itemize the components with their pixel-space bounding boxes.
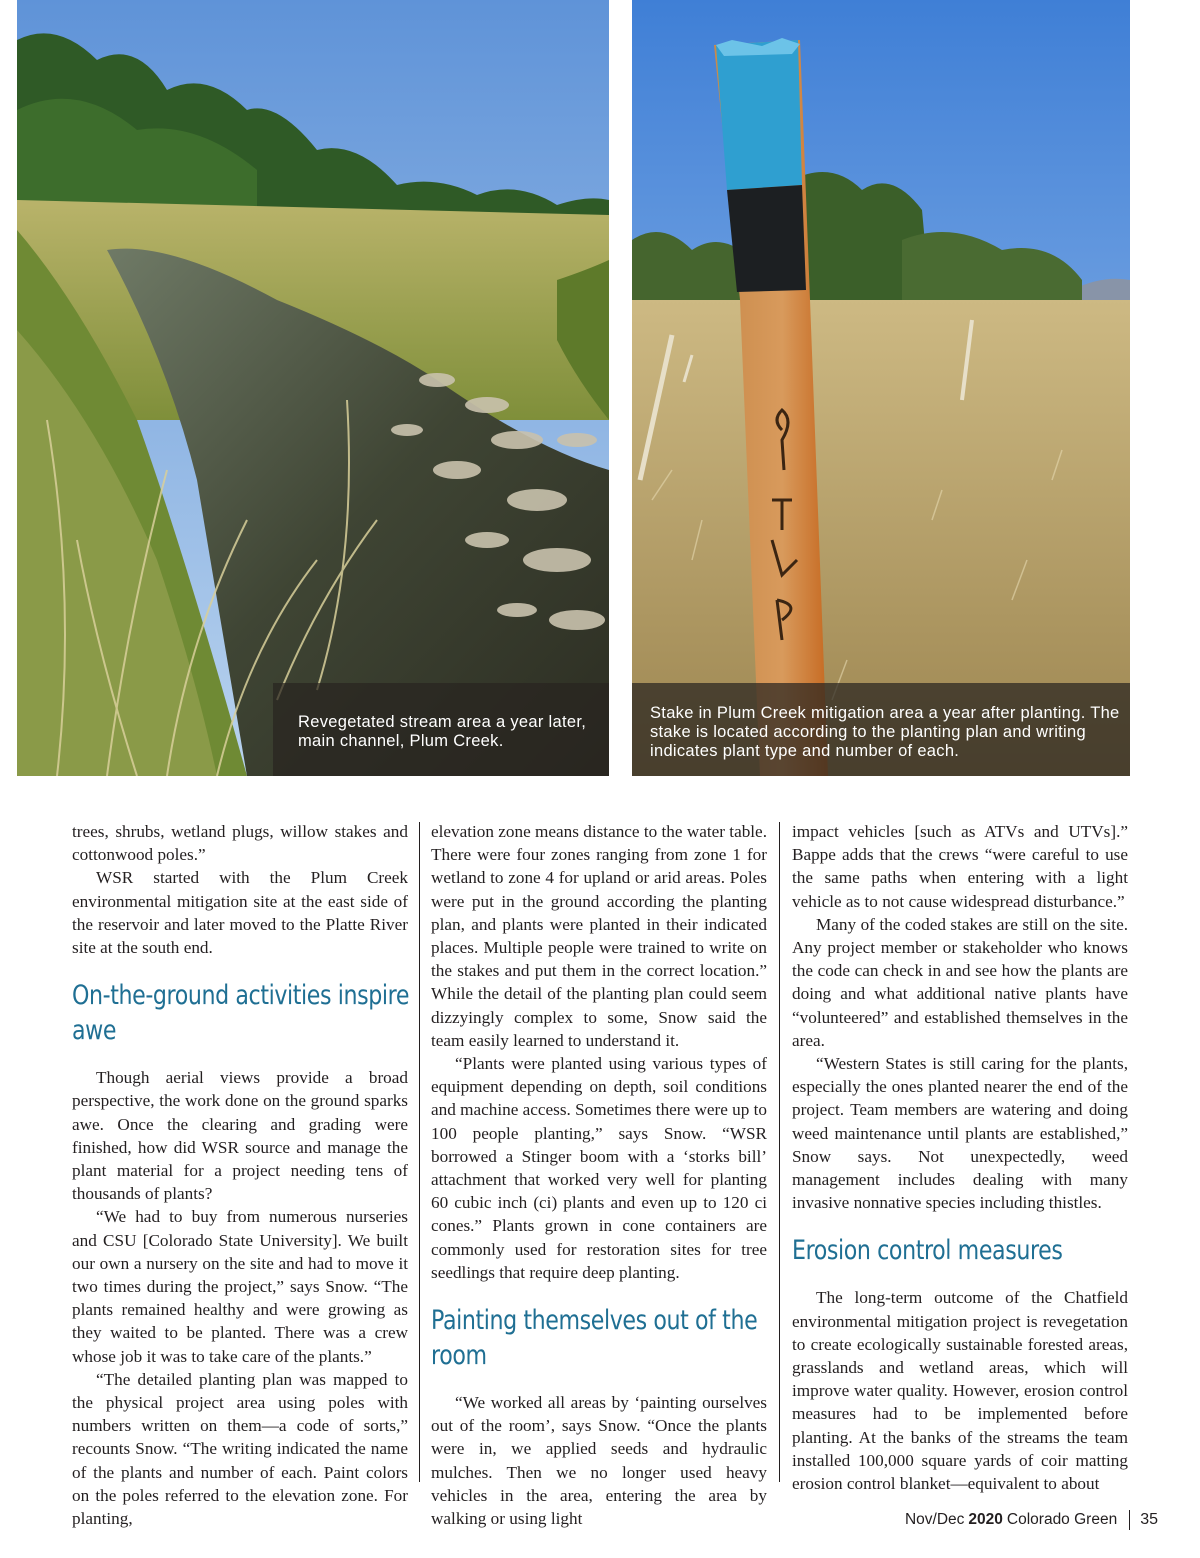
footer-magazine: Colorado Green <box>1006 1511 1118 1528</box>
page-number: 35 <box>1140 1511 1158 1528</box>
stake-photo-caption: Stake in Plum Creek mitigation area a year after planting. The stake is located according to the planting plan and writing indicates plant type and number of each. <box>650 704 1120 760</box>
paragraph: WSR started with the Plum Creek environmental mitigation site at the east side of the reservoir and later moved to the Platte River site at the south end. <box>72 868 408 958</box>
stream-photo-graphic <box>17 0 609 776</box>
stream-photo <box>17 0 609 776</box>
paragraph: “Western States is still caring for the plants, especially the ones planted nearer the end of the project. Team members are watering and doing weed maintenance until plants are established,” Snow says. Not unexpectedly, weed management includes dealing with many invasive nonnative species including thistles. <box>792 1054 1128 1213</box>
section-heading: Erosion control measures <box>792 1235 1063 1267</box>
column-divider <box>419 822 420 1482</box>
footer-issue: Nov/Dec <box>904 1511 965 1528</box>
paragraph: Though aerial views provide a broad perspective, the work done on the ground sparks awe. Once the clearing and grading were finished, how did WSR source and manage the plant material for a project needing tens of thousands of plants? <box>72 1068 408 1204</box>
stake-photo-caption-box <box>632 683 1130 776</box>
paragraph: “Plants were planted using various types of equipment depending on depth, soil conditions and machine access. Sometimes there were up to 100 people planting,” says Snow. “WSR borrowed a Stinger boom with a ‘storks bill’ attachment that worked very well for planting 60 cubic inch (ci) plants and even up to 120 ci cones.” Plants grown in cone containers are commonly used for restoration sites for tree seedlings that require deep planting. <box>431 1054 767 1282</box>
paragraph: “The detailed planting plan was mapped to the physical project area using poles with numbers written on them—a code of sorts,” recounts Snow. “The writing indicated the name of the plants and number of each. Paint colors on the poles referred to the elevation zone. For planting, <box>72 1369 408 1529</box>
photo-edge-spacer <box>1130 0 1200 776</box>
stream-photo-caption-box <box>273 683 609 776</box>
stake-photo-graphic <box>632 0 1130 776</box>
page-footer <box>905 1510 1158 1530</box>
paragraph: The long-term outcome of the Chatfield environmental mitigation project is revegetation to create ecologically sustainable forested areas, grasslands and wetland areas, which will improve water quality. However, erosion control measures had to be implemented before planting. At the banks of the streams the team installed 100,000 square yards of coir matting erosion control blanket—equivalent to about <box>792 1288 1128 1494</box>
article-column-2 <box>431 820 767 1530</box>
paragraph: “We worked all areas by ‘painting ourselves out of the room’, says Snow. “Once the plants were in, we applied seeds and hydraulic mulches. Then we no longer used heavy vehicles in the area, entering the area by walking or using light <box>431 1393 767 1529</box>
column-divider <box>779 822 780 1482</box>
section-heading: Painting themselves out of the room <box>431 1305 758 1372</box>
paragraph: trees, shrubs, wetland plugs, willow stakes and cottonwood poles.” <box>72 822 408 865</box>
article-column-1 <box>72 820 408 1530</box>
article-column-3 <box>792 820 1128 1495</box>
footer-year: 2020 <box>968 1511 1003 1528</box>
paragraph: impact vehicles [such as ATVs and UTVs].” Bappe adds that the crews “were careful to use the same paths when entering with a light vehicle as to not cause widespread disturbance.” <box>792 822 1128 911</box>
paragraph: “We had to buy from numerous nurseries and CSU [Colorado State University]. We built our own a nursery on the site and had to move it two times during the project,” says Snow. “The plants remained healthy and were growing as they waited to be planted. There was a crew whose job it was to take care of the plants.” <box>72 1207 408 1366</box>
stream-photo-caption: Revegetated stream area a year later, main channel, Plum Creek. <box>298 713 587 750</box>
footer-divider <box>1129 1510 1130 1530</box>
paragraph: Many of the coded stakes are still on the site. Any project member or stakeholder who knows the code can check in and see how the plants are doing and what additional native plants have “volunteered” and established themselves in the area. <box>792 914 1128 1050</box>
stake-photo <box>632 0 1130 776</box>
paragraph: elevation zone means distance to the water table. There were four zones ranging from zone 1 for wetland to zone 4 for upland or arid areas. Poles were put in the ground according the planting plan, and plants were planted in their indicated places. Multiple people were trained to write on the stakes and put them in the correct location.” While the detail of the planting plan could seem dizzyingly complex to some, Snow said the team easily learned to understand it. <box>431 822 767 1050</box>
section-heading: On-the-ground activities inspire awe <box>72 980 410 1047</box>
